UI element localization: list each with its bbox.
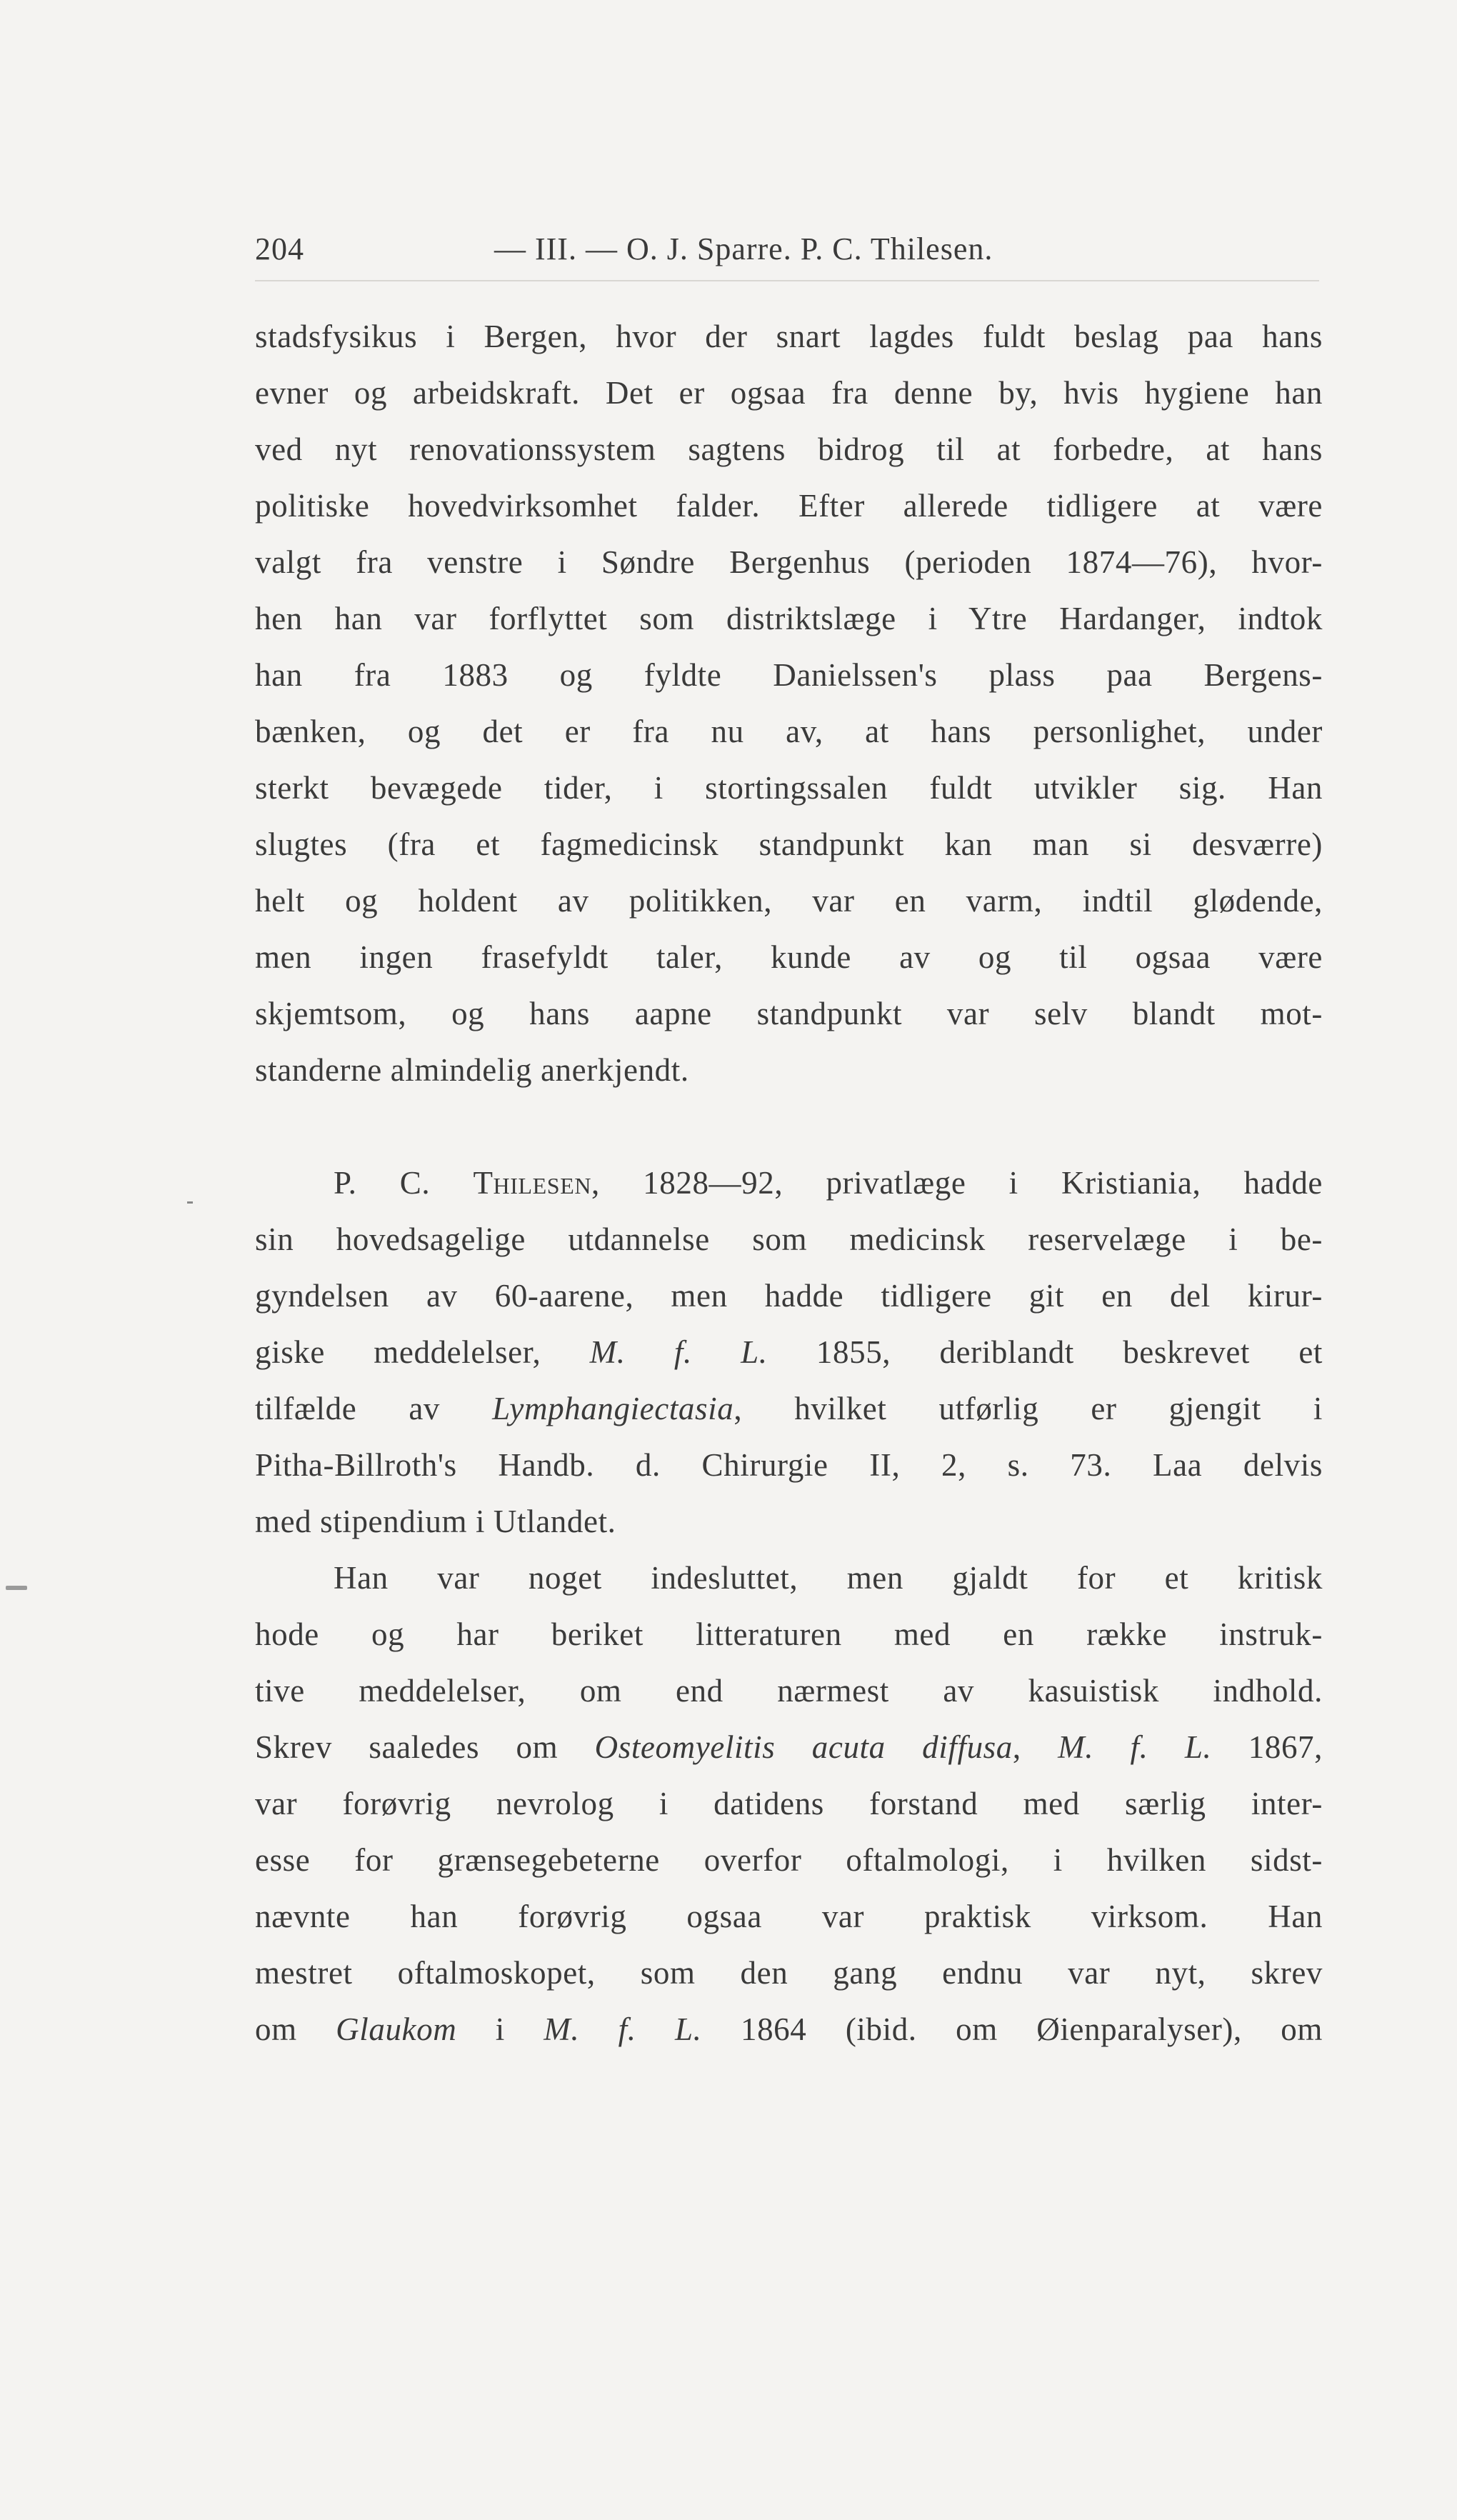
paragraph-3 xyxy=(255,1550,1323,2058)
text-line: ved nyt renovationssystem sagtens bidrog til at forbedre, at hans xyxy=(255,431,1323,467)
text-line: standerne almindelig anerkjendt. xyxy=(255,1052,689,1088)
text-line: sterkt bevægede tider, i stortingssalen fuldt utvikler sig. Han xyxy=(255,770,1323,806)
header-rule xyxy=(255,280,1319,281)
text-line: med stipendium i Utlandet. xyxy=(255,1504,616,1539)
text-line: Skrev saaledes om Osteomyelitis acuta diffusa, M. f. L. 1867, xyxy=(255,1729,1323,1765)
text-line: tive meddelelser, om end nærmest av kasuistisk indhold. xyxy=(255,1673,1323,1709)
text-line: skjemtsom, og hans aapne standpunkt var selv blandt mot- xyxy=(255,996,1323,1031)
page-header xyxy=(255,218,1319,275)
body-text xyxy=(255,309,1323,2058)
paragraph-2 xyxy=(255,1155,1323,1550)
text-line: Pitha-Billroth's Handb. d. Chirurgie II, 2, s. 73. Laa delvis xyxy=(255,1447,1323,1483)
text-line: evner og arbeidskraft. Det er ogsaa fra denne by, hvis hygiene han xyxy=(255,375,1323,411)
text-line: han fra 1883 og fyldte Danielssen's plass paa Bergens- xyxy=(255,657,1323,693)
paragraph-1 xyxy=(255,309,1323,1099)
italic-term: Osteomyelitis acuta diffusa xyxy=(594,1729,1013,1765)
scan-speck xyxy=(187,1201,193,1204)
text-line: men ingen frasefyldt taler, kunde av og til ogsaa være xyxy=(255,939,1323,975)
text-line: Han var noget indesluttet, men gjaldt for et kritisk xyxy=(334,1560,1323,1596)
page-number: 204 xyxy=(255,231,304,266)
text-line: nævnte han forøvrig ogsaa var praktisk virksom. Han xyxy=(255,1899,1323,1934)
text-line: politiske hovedvirksomhet falder. Efter allerede tidligere at være xyxy=(255,488,1323,524)
text-line: mestret oftalmoskopet, som den gang endnu var nyt, skrev xyxy=(255,1955,1323,1991)
italic-term: Glaukom xyxy=(336,2011,457,2047)
text-line: giske meddelelser, M. f. L. 1855, deriblandt beskrevet et xyxy=(255,1334,1323,1370)
text-line: esse for grænsegebeterne overfor oftalmologi, i hvilken sidst- xyxy=(255,1842,1323,1878)
text-line: slugtes (fra et fagmedicinsk standpunkt kan man si desværre) xyxy=(255,826,1323,862)
italic-term: M. f. L. xyxy=(589,1334,768,1370)
text-line: valgt fra venstre i Søndre Bergenhus (perioden 1874—76), hvor- xyxy=(255,544,1323,580)
running-head: — III. — O. J. Sparre. P. C. Thilesen. xyxy=(494,231,993,266)
text-line: om Glaukom i M. f. L. 1864 (ibid. om Øienparalyser), om xyxy=(255,2011,1323,2047)
text-line: helt og holdent av politikken, var en varm, indtil glødende, xyxy=(255,883,1323,919)
text-line: var forøvrig nevrolog i datidens forstand med særlig inter- xyxy=(255,1786,1323,1821)
paragraph-gap xyxy=(255,1099,1323,1155)
text-line: tilfælde av Lymphangiectasia, hvilket utførlig er gjengit i xyxy=(255,1391,1323,1426)
text-line: gyndelsen av 60-aarene, men hadde tidligere git en del kirur- xyxy=(255,1278,1323,1314)
text-line: bænken, og det er fra nu av, at hans personlighet, under xyxy=(255,714,1323,749)
text-line: sin hovedsagelige utdannelse som medicinsk reservelæge i be- xyxy=(255,1221,1323,1257)
italic-term: M. f. L. xyxy=(1058,1729,1212,1765)
text-line: hen han var forflyttet som distriktslæge i Ytre Hardanger, indtok xyxy=(255,601,1323,636)
text-line: stadsfysikus i Bergen, hvor der snart lagdes fuldt beslag paa hans xyxy=(255,319,1323,354)
text-line: P. C. Thilesen, 1828—92, privatlæge i Kristiania, hadde xyxy=(334,1165,1323,1201)
italic-term: M. f. L. xyxy=(544,2011,702,2047)
scan-speck xyxy=(6,1586,27,1590)
name-small-caps: Thilesen, xyxy=(473,1165,600,1201)
text-line: hode og har beriket litteraturen med en række instruk- xyxy=(255,1616,1323,1652)
italic-term: Lymphangiectasia xyxy=(492,1391,734,1426)
